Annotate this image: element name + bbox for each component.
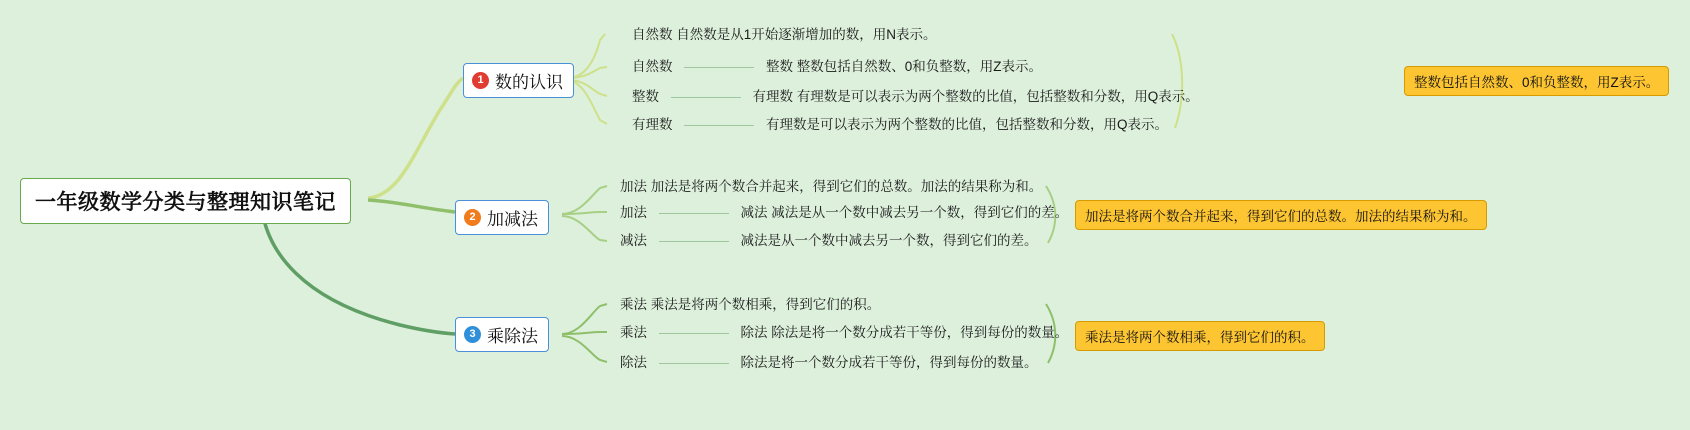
summary-callout-text: 整数包括自然数、0和负整数，用Z表示。 — [1414, 75, 1660, 90]
leaf-row-3-1 — [620, 325, 1068, 341]
leaf-desc: 除法是将一个数分成若干等份，得到每份的数量。 — [740, 355, 1038, 370]
leaf-connector-dash — [684, 125, 754, 126]
summary-callout-2[interactable] — [1075, 200, 1487, 230]
leaf-text: 乘法 乘法是将两个数相乘，得到它们的积。 — [620, 297, 881, 312]
branch-label-1: 数的认识 — [495, 73, 563, 92]
branch-badge-2: 2 — [464, 209, 481, 226]
leaf-row-1-1 — [632, 59, 1042, 75]
leaf-row-1-2 — [632, 89, 1199, 105]
leaf-title: 有理数 — [632, 117, 673, 132]
leaf-text: 加法 加法是将两个数合并起来，得到它们的总数。加法的结果称为和。 — [620, 179, 1043, 194]
leaf-row-1-3 — [632, 117, 1168, 133]
leaf-desc: 有理数 有理数是可以表示为两个整数的比值，包括整数和分数，用Q表示。 — [752, 89, 1199, 104]
branch-label-2: 加减法 — [487, 210, 538, 229]
leaf-row-2-2 — [620, 233, 1038, 249]
leaf-text: 自然数 自然数是从1开始逐渐增加的数，用N表示。 — [632, 27, 937, 42]
branch-node-1[interactable] — [463, 63, 574, 98]
leaf-title: 自然数 — [632, 59, 673, 74]
leaf-desc: 整数 整数包括自然数、0和负整数，用Z表示。 — [766, 59, 1043, 74]
branch-badge-3: 3 — [464, 326, 481, 343]
root-node[interactable] — [20, 178, 351, 224]
branch-badge-1: 1 — [472, 72, 489, 89]
leaf-row-3-2 — [620, 355, 1038, 371]
summary-callout-text: 乘法是将两个数相乘，得到它们的积。 — [1085, 330, 1315, 345]
leaf-connector-dash — [684, 67, 754, 68]
leaf-desc: 减法 减法是从一个数中减去另一个数，得到它们的差。 — [740, 205, 1069, 220]
branch-label-3: 乘除法 — [487, 327, 538, 346]
leaf-title: 减法 — [620, 233, 647, 248]
summary-callout-text: 加法是将两个数合并起来，得到它们的总数。加法的结果称为和。 — [1085, 209, 1477, 224]
leaf-row-2-1 — [620, 205, 1068, 221]
leaf-connector-dash — [671, 97, 741, 98]
leaf-row-3-0 — [620, 297, 880, 313]
leaf-desc: 除法 除法是将一个数分成若干等份，得到每份的数量。 — [740, 325, 1069, 340]
leaf-connector-dash — [659, 333, 729, 334]
leaf-connector-dash — [659, 213, 729, 214]
leaf-title: 整数 — [632, 89, 659, 104]
branch-node-3[interactable] — [455, 317, 549, 352]
leaf-desc: 有理数是可以表示为两个整数的比值，包括整数和分数，用Q表示。 — [766, 117, 1169, 132]
summary-callout-1[interactable] — [1404, 66, 1669, 96]
leaf-row-1-0 — [632, 27, 937, 43]
root-node-label: 一年级数学分类与整理知识笔记 — [35, 191, 336, 214]
leaf-connector-dash — [659, 363, 729, 364]
leaf-title: 乘法 — [620, 325, 647, 340]
leaf-title: 加法 — [620, 205, 647, 220]
leaf-title: 除法 — [620, 355, 647, 370]
leaf-row-2-0 — [620, 179, 1042, 195]
summary-callout-3[interactable] — [1075, 321, 1325, 351]
leaf-desc: 减法是从一个数中减去另一个数，得到它们的差。 — [740, 233, 1038, 248]
branch-node-2[interactable] — [455, 200, 549, 235]
leaf-connector-dash — [659, 241, 729, 242]
